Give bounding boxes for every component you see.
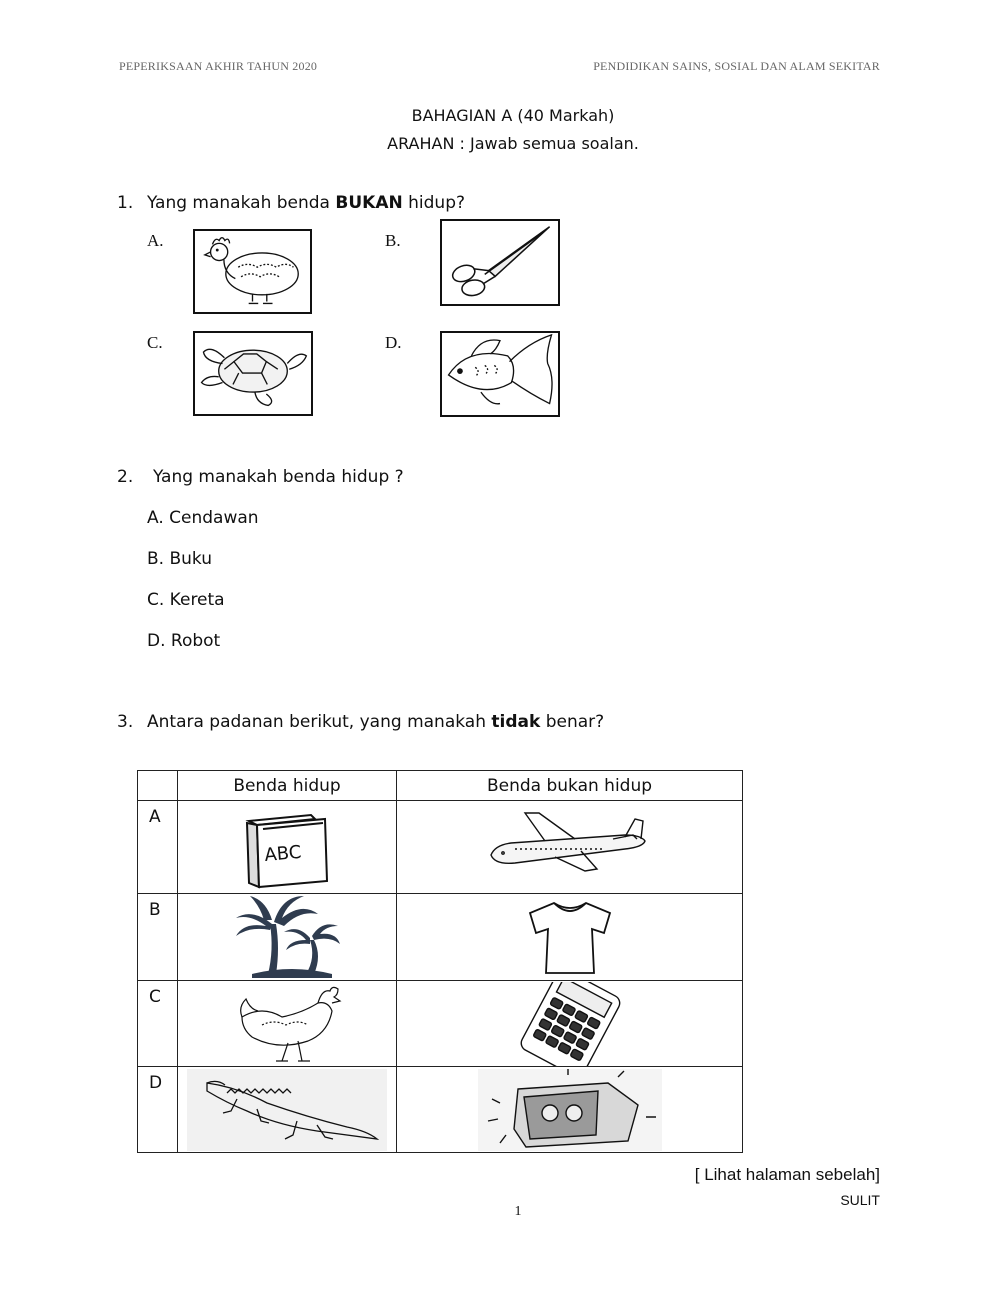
t-shirt-icon xyxy=(524,897,616,977)
section-title: BAHAGIAN A (40 Markah) xyxy=(411,106,615,125)
q3-row-b[interactable] xyxy=(138,894,743,981)
q2-text: Yang manakah benda hidup ? xyxy=(153,467,404,487)
q1-text-after: hidup? xyxy=(408,193,466,213)
q3-text-bold: tidak xyxy=(491,712,541,732)
q1-text-bold: BUKAN xyxy=(335,193,403,213)
q3-row-c[interactable] xyxy=(138,981,743,1067)
section-instruction: ARAHAN : Jawab semua soalan. xyxy=(387,134,639,153)
q3-row-d-nonliving xyxy=(397,1067,743,1153)
hen-icon xyxy=(232,983,342,1065)
header-left: PEPERIKSAAN AKHIR TAHUN 2020 xyxy=(119,59,318,73)
q3-row-a-living xyxy=(178,801,397,894)
q3-header-nonliving: Benda bukan hidup xyxy=(397,771,743,801)
q3-row-c-nonliving xyxy=(397,981,743,1067)
next-page-note: [ Lihat halaman sebelah] xyxy=(694,1165,880,1184)
q3-row-b-living xyxy=(178,894,397,981)
q3-row-b-nonliving xyxy=(397,894,743,981)
palm-trees-icon xyxy=(232,894,342,980)
q3-text-before: Antara padanan berikut, yang manakah xyxy=(147,712,486,732)
secret-label: SULIT xyxy=(840,1192,880,1208)
television-icon xyxy=(478,1069,662,1151)
crocodile-icon xyxy=(187,1069,387,1151)
page-number: 1 xyxy=(514,1204,522,1219)
book-text: ABC xyxy=(263,841,303,866)
q1-option-d-label[interactable]: D. xyxy=(385,333,402,352)
q1-text xyxy=(147,193,465,213)
goldfish-icon xyxy=(442,333,558,415)
q1-option-c-label[interactable]: C. xyxy=(147,333,163,352)
abc-book-icon xyxy=(239,809,335,889)
q3-table xyxy=(137,770,743,1153)
q3-header-empty xyxy=(138,771,178,801)
q1-option-c-image[interactable] xyxy=(193,331,313,416)
airplane-icon xyxy=(485,809,655,879)
q3-row-label[interactable]: D xyxy=(138,1067,178,1153)
q1-number: 1. xyxy=(117,193,134,213)
q3-row-label[interactable]: B xyxy=(138,894,178,981)
q3-row-c-living xyxy=(178,981,397,1067)
q1-option-a-image[interactable] xyxy=(193,229,312,314)
q1-option-b-image[interactable] xyxy=(440,219,560,306)
q3-text xyxy=(147,712,604,732)
q2-option-d[interactable]: D. Robot xyxy=(147,631,221,651)
hen-icon xyxy=(195,231,310,312)
turtle-icon xyxy=(195,333,311,414)
q2-option-c[interactable]: C. Kereta xyxy=(147,590,225,610)
q3-text-after: benar? xyxy=(545,712,605,732)
q1-option-d-image[interactable] xyxy=(440,331,560,417)
q2-number: 2. xyxy=(117,467,134,487)
q3-row-a[interactable] xyxy=(138,801,743,894)
q3-row-a-nonliving xyxy=(397,801,743,894)
q2-option-b[interactable]: B. Buku xyxy=(147,549,213,569)
q3-header-row xyxy=(138,771,743,801)
q3-row-label[interactable]: A xyxy=(138,801,178,894)
q1-option-a-label[interactable]: A. xyxy=(147,231,164,250)
q3-row-d[interactable] xyxy=(138,1067,743,1153)
q2-option-a[interactable]: A. Cendawan xyxy=(147,508,259,528)
q1-text-before: Yang manakah benda xyxy=(147,193,330,213)
q3-row-label[interactable]: C xyxy=(138,981,178,1067)
header-right: PENDIDIKAN SAINS, SOSIAL DAN ALAM SEKITAR xyxy=(593,59,880,73)
calculator-icon xyxy=(505,982,635,1066)
q3-header-living: Benda hidup xyxy=(178,771,397,801)
scissors-icon xyxy=(442,221,558,304)
q1-option-b-label[interactable]: B. xyxy=(385,231,401,250)
q3-row-d-living xyxy=(178,1067,397,1153)
q3-number: 3. xyxy=(117,712,134,732)
